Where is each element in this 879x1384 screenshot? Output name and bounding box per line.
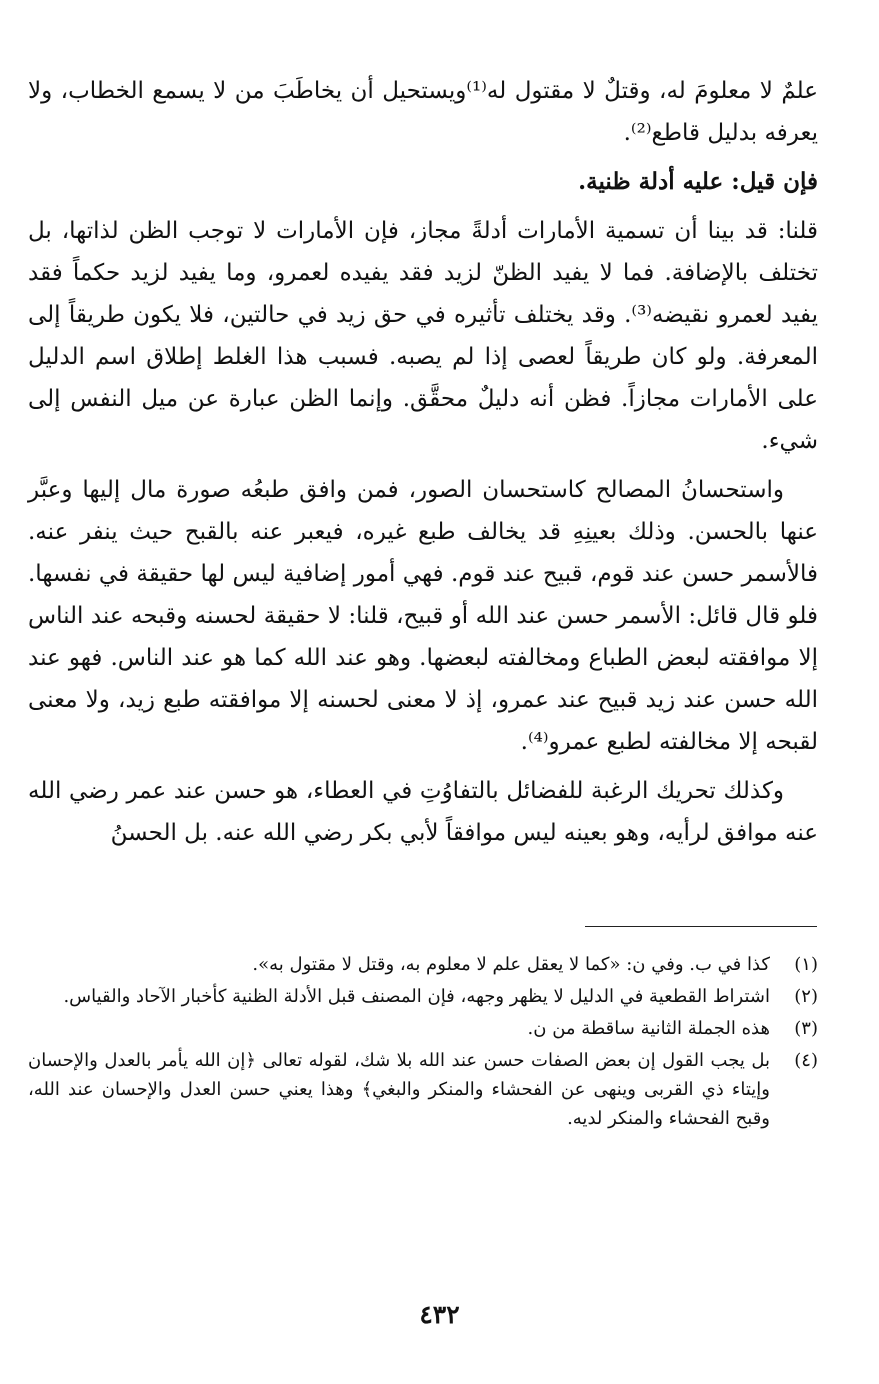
footnote-4 xyxy=(28,1046,818,1133)
footnote-separator xyxy=(585,926,817,927)
footnote-text: هذه الجملة الثانية ساقطة من ن. xyxy=(527,1018,770,1039)
footnote-text: اشتراط القطعية في الدليل لا يظهر وجهه، فإن المصنف قبل الأدلة الظنية كأخبار الآحاد والقياس. xyxy=(63,986,770,1007)
paragraph-1: علمٌ لا معلومَ له، وقتلٌ لا مقتول له⁽¹⁾ويستحيل أن يخاطَبَ من لا يسمع الخطاب، ولا يعرفه بدليل قاطع⁽²⁾. xyxy=(28,78,818,146)
paragraph-istihsan: واستحسانُ المصالح كاستحسان الصور، فمن وافق طبعُه صورة مال إليها وعبَّر عنها بالحسن. وذلك بعينِهِ قد يخالف طبع غيره، فيعبر عنه بالقبح حيث ينفر عنه. فالأسمر حسن عند قوم، قبيح عند قوم. فهي أمور إضافية ليس لها حقيقة في نفسها. فلو قال قائل: الأسمر حسن عند الله أو قبيح، قلنا: لا حقيقة لحسنه وقبحه عند الناس إلا موافقته لبعض الطباع ومخالفته لبعضها. وهو عند الله كما هو عند الناس. فهو عند الله حسن عند زيد قبيح عند عمرو، إذ لا معنى لحسنه إلا موافقته طبع زيد، ولا معنى لقبحه إلا مخالفته لطبع عمرو⁽⁴⁾. xyxy=(28,477,818,755)
footnote-number: (٢) xyxy=(794,986,818,1007)
footnote-text: كذا في ب. وفي ن: «كما لا يعقل علم لا معلوم به، وقتل لا مقتول به». xyxy=(252,954,770,975)
footnote-number: (٣) xyxy=(794,1018,818,1039)
paragraph-incentive: وكذلك تحريك الرغبة للفضائل بالتفاوُتِ في العطاء، هو حسن عند عمر رضي الله عنه موافق لرأيه، وهو بعينه ليس موافقاً لأبي بكر رضي الله عنه. بل الحسنُ xyxy=(28,778,818,846)
footnote-number: (١) xyxy=(794,954,818,975)
footnote-text: بل يجب القول إن بعض الصفات حسن عند الله بلا شك، لقوله تعالى ﴿إن الله يأمر بالعدل والإحسان وإيتاء ذي القربى وينهى عن الفحشاء والمنكر والبغي﴾ وهذا يعني حسن العدل والإحسان عند الله، وقبح الفحشاء والمنكر لديه. xyxy=(28,1050,770,1129)
footnote-2 xyxy=(28,982,818,1011)
paragraph-objection: فإن قيل: عليه أدلة ظنية. xyxy=(578,168,818,195)
footnote-1 xyxy=(28,950,818,979)
paragraph-answer: قلنا: قد بينا أن تسمية الأمارات أدلةً مجاز، فإن الأمارات لا توجب الظن لذاتها، بل تختلف بالإضافة. فما لا يفيد الظنّ لزيد فقد يفيده لعمرو، وما يفيد لزيد حكماً فقد يفيد لعمرو نقيضه⁽³⁾. وقد يختلف تأثيره في حق زيد في حالتين، فلا يكون طريقاً إلى المعرفة. ولو كان طريقاً لعصى إذا لم يصبه. فسبب هذا الغلط إطلاق اسم الدليل على الأمارات مجازاً. فظن أنه دليلٌ محقَّق. وإنما الظن عبارة عن ميل النفس إلى شيء. xyxy=(28,218,818,454)
footnote-number: (٤) xyxy=(794,1050,818,1071)
footnotes xyxy=(28,950,818,1136)
page-body xyxy=(28,70,818,861)
footnote-3 xyxy=(28,1014,818,1043)
page-number: ٤٣٢ xyxy=(419,1300,460,1329)
